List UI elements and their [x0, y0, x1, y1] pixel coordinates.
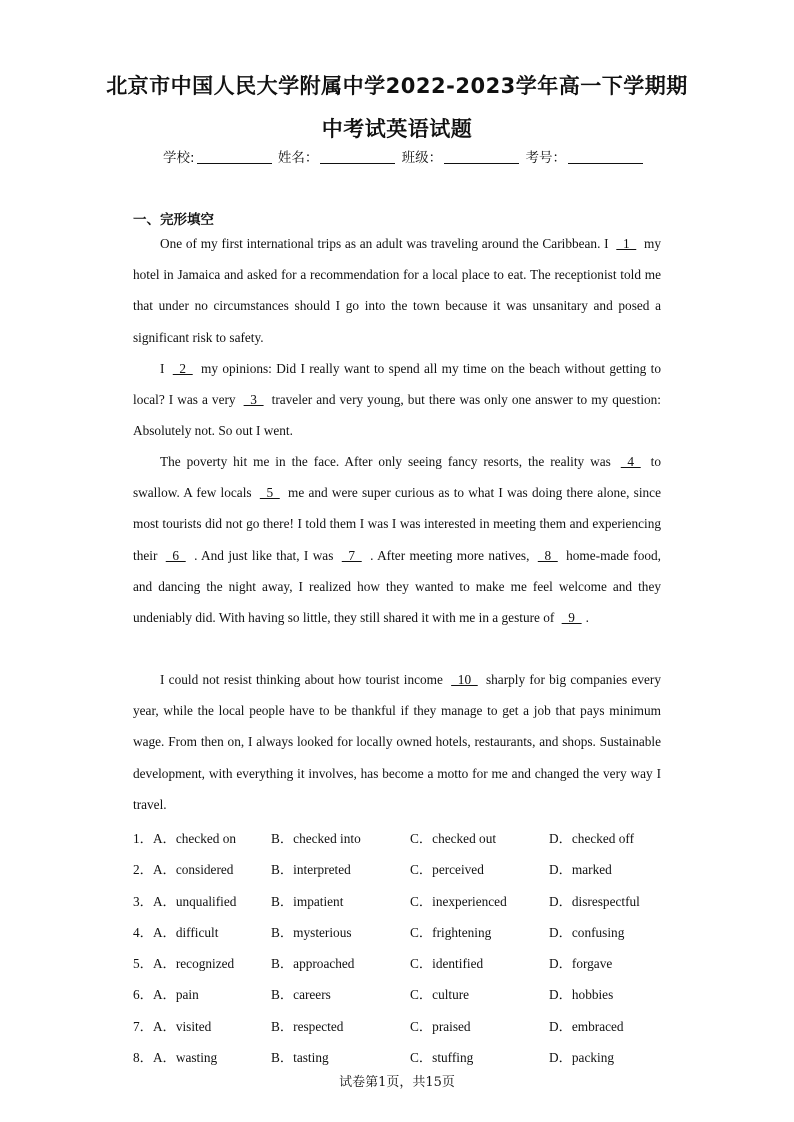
option-8-b[interactable]: B．tasting — [271, 1050, 329, 1066]
document-title-line-1: 北京市中国人民大学附属中学2022-2023学年高一下学期期 — [106, 74, 688, 98]
option-5-b[interactable]: B．approached — [271, 956, 355, 972]
options-list — [133, 824, 693, 1074]
option-8-c[interactable]: C．stuffing — [410, 1050, 474, 1066]
blank-9[interactable]: 9 — [561, 610, 582, 626]
option-6-d[interactable]: D．hobbies — [549, 987, 614, 1003]
option-3-c[interactable]: C．inexperienced — [410, 893, 507, 909]
option-2-d[interactable]: D．marked — [549, 862, 612, 878]
option-6-b[interactable]: B．careers — [271, 987, 331, 1003]
option-row-8 — [133, 1043, 693, 1074]
option-7-b[interactable]: B．respected — [271, 1018, 344, 1034]
option-2-c[interactable]: C．perceived — [410, 862, 484, 878]
class-blank[interactable] — [444, 149, 519, 164]
document-title-line-2: 中考试英语试题 — [321, 117, 473, 141]
option-row-6 — [133, 980, 693, 1011]
option-row-5 — [133, 949, 693, 980]
option-4-a[interactable]: 4．A．difficult — [133, 924, 219, 940]
option-4-b[interactable]: B．mysterious — [271, 924, 352, 940]
blank-8[interactable]: 8 — [537, 547, 558, 563]
option-7-a[interactable]: 7．A．visited — [133, 1018, 212, 1034]
blank-10[interactable]: 10 — [451, 672, 478, 687]
blank-4[interactable]: 4 — [620, 454, 641, 469]
option-6-c[interactable]: C．culture — [410, 987, 470, 1003]
option-row-4 — [133, 918, 693, 949]
option-5-a[interactable]: 5．A．recognized — [133, 956, 235, 972]
section-heading: 一、完形填空 — [133, 212, 214, 228]
option-1-b[interactable]: B．checked into — [271, 831, 361, 846]
option-6-a[interactable]: 6．A．pain — [133, 987, 199, 1003]
option-4-d[interactable]: D．confusing — [549, 924, 625, 940]
option-1-a[interactable]: 1．A．checked on — [133, 831, 237, 846]
number-blank[interactable] — [568, 149, 643, 164]
student-info-line — [163, 146, 645, 166]
option-row-7 — [133, 1012, 693, 1043]
name-label: 姓名： — [277, 150, 319, 166]
page-footer: 试卷第1页，共15页 — [339, 1075, 455, 1090]
passage-paragraph-3: The poverty hit me in the face. After only seeing fancy resorts, the reality was 4 to swallow. A few locals 5 me and were super curious as to what I was doing there alone, since most tourists did not go there! I told them I was I was interested in meeting them and experiencing their 6 . And just like that, I was 7 . After meeting more natives, 8 home-made food, and dancing the night away, I realized how they wanted to make me feel welcome and they undeniably did. With having so little, they still shared it with me in a gesture of 9 . — [133, 446, 661, 633]
school-label: 学校: — [163, 150, 195, 166]
passage-paragraph-1: One of my first international trips as an adult was traveling around the Caribbean. I 1 my hotel in Jamaica and asked for a recommendation for a local place to eat. The receptionist told me that under no circumstances should I go into the town because it was unsanitary and posed a significant risk to safety. — [133, 228, 661, 353]
option-4-c[interactable]: C．frightening — [410, 924, 492, 940]
option-1-c[interactable]: C．checked out — [410, 831, 497, 846]
blank-2[interactable]: 2 — [172, 361, 193, 376]
option-8-d[interactable]: D．packing — [549, 1050, 614, 1066]
option-8-a[interactable]: 8．A．wasting — [133, 1050, 218, 1066]
option-3-a[interactable]: 3．A．unqualified — [133, 893, 237, 909]
option-5-d[interactable]: D．forgave — [549, 956, 613, 972]
option-2-a[interactable]: 2．A．considered — [133, 862, 234, 878]
option-row-3 — [133, 887, 693, 918]
option-2-b[interactable]: B．interpreted — [271, 862, 351, 878]
name-blank[interactable] — [320, 149, 395, 164]
option-row-2 — [133, 855, 693, 886]
class-label: 班级： — [401, 150, 443, 166]
option-3-b[interactable]: B．impatient — [271, 893, 344, 909]
passage-paragraph-4: I could not resist thinking about how tourist income 10 sharply for big companies every year, while the local people have to be thankful if they manage to get a job that pays minimum wage. From then on, I always looked for locally owned hotels, restaurants, and shops. Sustainable development, with everything it involves, has become a motto for me and changed the very way I travel. — [133, 664, 661, 820]
blank-7[interactable]: 7 — [341, 547, 362, 563]
blank-3[interactable]: 3 — [243, 392, 264, 408]
option-7-d[interactable]: D．embraced — [549, 1018, 624, 1034]
option-5-c[interactable]: C．identified — [410, 956, 484, 972]
option-1-d[interactable]: D．checked off — [549, 831, 635, 846]
passage-paragraph-2: I 2 my opinions: Did I really want to spend all my time on the beach without getting to local? I was a very 3 traveler and very young, but there was only one answer to my question: Absolutely not. So out I went. — [133, 353, 661, 447]
number-label: 考号： — [525, 150, 566, 166]
blank-5[interactable]: 5 — [259, 485, 280, 501]
option-row-1 — [133, 824, 693, 855]
option-3-d[interactable]: D．disrespectful — [549, 893, 640, 909]
school-blank[interactable] — [197, 149, 272, 164]
option-7-c[interactable]: C．praised — [410, 1018, 471, 1034]
blank-1[interactable]: 1 — [616, 236, 637, 251]
blank-6[interactable]: 6 — [165, 547, 186, 563]
